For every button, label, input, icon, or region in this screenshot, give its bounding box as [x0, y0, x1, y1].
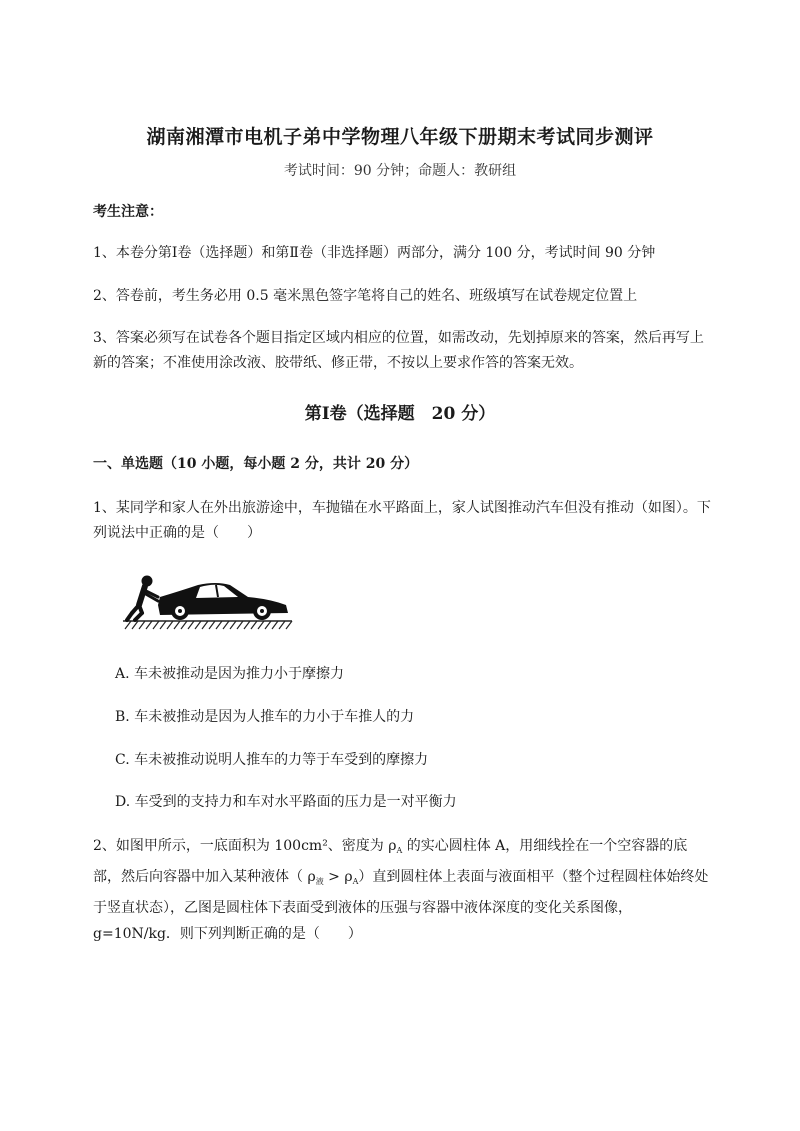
notice-item-1: 1、本卷分第Ⅰ卷（选择题）和第Ⅱ卷（非选择题）两部分，满分 100 分，考试时间 90 分钟 — [93, 245, 656, 261]
density-subscript-a-2: A — [352, 877, 359, 886]
person-silhouette — [127, 576, 158, 620]
question-2-stem-part-4: ）直到圆柱体上表面与液面相平（整个过程圆柱体始终处于竖直状态），乙图是圆柱体下表面受到液体的压强与容器中液体深度的变化关系图像，g=10N/kg．则下列判断正确的是（ ） — [93, 869, 709, 942]
density-subscript-a: A — [396, 846, 403, 855]
part-heading: 一、单选题（10 小题，每小题 2 分，共计 20 分） — [93, 456, 419, 472]
notice-heading: 考生注意： — [93, 204, 163, 220]
question-2-stem-part-1: 2、如图甲所示，一底面积为 100cm²、密度为 ρ — [93, 838, 397, 854]
notice-item-3: 3、答案必须写在试卷各个题目指定区域内相应的位置，如需改动，先划掉原来的答案，然后再写上新的答案；不准使用涂改液、胶带纸、修正带，不按以上要求作答的答案无效。 — [93, 330, 704, 371]
question-2-stem-part-2: 的实心圆柱体 A，用细线拴在一个空容器的底部，然后向容器中加入某种液体（ ρ — [93, 838, 688, 885]
section-title: 第Ⅰ卷（选择题 20 分） — [304, 404, 496, 424]
question-2-stem — [93, 833, 713, 947]
density-subscript-liquid: 液 — [315, 877, 324, 886]
question-1-option-c[interactable]: C. 车未被推动说明人推车的力等于车受到的摩擦力 — [115, 752, 429, 768]
car-silhouette — [158, 583, 288, 620]
question-1-option-a[interactable]: A. 车未被推动是因为推力小于摩擦力 — [115, 666, 345, 682]
notice-item-2: 2、答卷前，考生务必用 0.5 毫米黑色签字笔将自己的姓名、班级填写在试卷规定位置上 — [93, 288, 638, 304]
question-1-option-d[interactable]: D. 车受到的支持力和车对水平路面的压力是一对平衡力 — [115, 794, 457, 810]
exam-subtitle: 考试时间：90 分钟；命题人：教研组 — [283, 163, 517, 179]
exam-title: 湖南湘潭市电机子弟中学物理八年级下册期末考试同步测评 — [146, 126, 654, 148]
question-2-stem-part-3: > ρ — [323, 869, 353, 885]
question-1-stem: 1、某同学和家人在外出旅游途中，车抛锚在水平路面上，家人试图推动汽车但没有推动（如图）。下列说法中正确的是（ ） — [93, 500, 711, 541]
ground-hatch — [123, 621, 292, 629]
person-pushing-car-figure — [120, 575, 295, 633]
question-1-option-b[interactable]: B. 车未被推动是因为人推车的力小于车推人的力 — [115, 709, 415, 725]
